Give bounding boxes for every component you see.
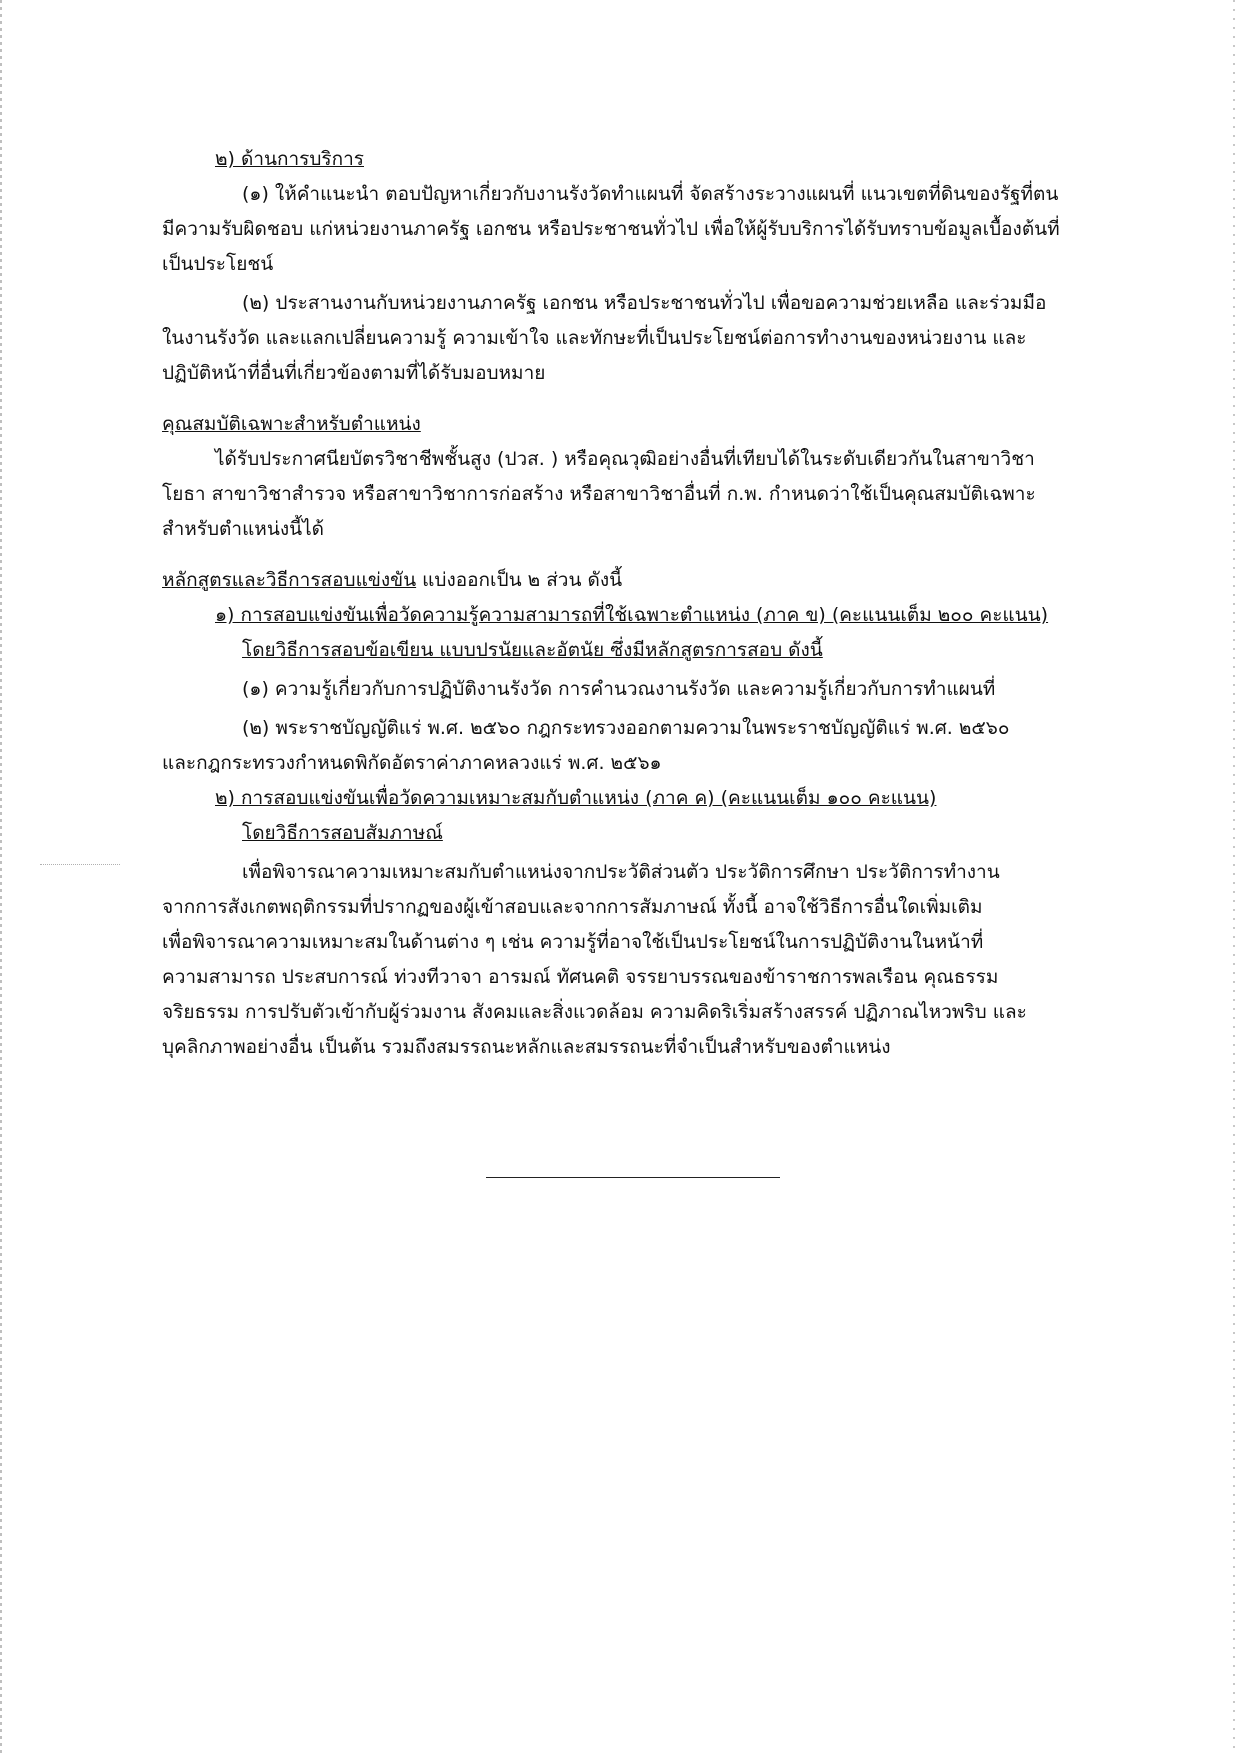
- exam-part2-body-line-6: บุคลิกภาพอย่างอื่น เป็นต้น รวมถึงสมรรถนะหลักและสมรรถนะที่จำเป็นสำหรับของตำแหน่ง: [162, 1036, 891, 1058]
- exam-part2-body-line-4: ความสามารถ ประสบการณ์ ท่วงทีวาจา อารมณ์ ทัศนคติ จรรยาบรรณของข้าราชการพลเรือน คุณธรรม: [162, 966, 999, 988]
- exam-part2-title: ๒) การสอบแข่งขันเพื่อวัดความเหมาะสมกับตำแหน่ง (ภาค ค) (คะแนนเต็ม ๑๐๐ คะแนน): [215, 787, 937, 809]
- service-item-1-line-3: เป็นประโยชน์: [162, 253, 274, 275]
- service-item-2-line-3: ปฏิบัติหน้าที่อื่นที่เกี่ยวข้องตามที่ได้รับมอบหมาย: [162, 362, 546, 384]
- qualifications-line-3: สำหรับตำแหน่งนี้ได้: [162, 518, 324, 540]
- scan-artifact: [40, 864, 120, 865]
- qualifications-line-2: โยธา สาขาวิชาสำรวจ หรือสาขาวิชาการก่อสร้าง หรือสาขาวิชาอื่นที่ ก.พ. กำหนดว่าใช้เป็นคุณสมบัติเฉพาะ: [162, 483, 1036, 505]
- exam-part2-body-line-2: จากการสังเกตพฤติกรรมที่ปรากฏของผู้เข้าสอบและจากการสัมภาษณ์ ทั้งนี้ อาจใช้วิธีการอื่นใดเพิ่มเติม: [162, 896, 983, 918]
- exam-part2-body-line-5: จริยธรรม การปรับตัวเข้ากับผู้ร่วมงาน สังคมและสิ่งแวดล้อม ความคิดริเริ่มสร้างสรรค์ ปฏิภาณไหวพริบ และ: [162, 1001, 1027, 1023]
- qualifications-line-1: ได้รับประกาศนียบัตรวิชาชีพชั้นสูง (ปวส. ) หรือคุณวุฒิอย่างอื่นที่เทียบได้ในระดับเดียวกันในสาขาวิชา: [215, 448, 1035, 470]
- document-body: [162, 142, 1102, 1065]
- service-item-2-line-2: ในงานรังวัด และแลกเปลี่ยนความรู้ ความเข้าใจ และทักษะที่เป็นประโยชน์ต่อการทำงานของหน่วยงาน และ: [162, 327, 1027, 349]
- exam-part1-item-2-line-1: (๒) พระราชบัญญัติแร่ พ.ศ. ๒๕๖๐ กฎกระทรวงออกตามความในพระราชบัญญัติแร่ พ.ศ. ๒๕๖๐: [242, 717, 1010, 739]
- service-item-1-line-1: (๑) ให้คำแนะนำ ตอบปัญหาเกี่ยวกับงานรังวัดทำแผนที่ จัดสร้างระวางแผนที่ แนวเขตที่ดินของรัฐที่ตน: [242, 183, 1059, 205]
- scan-edge-left: [0, 0, 2, 1755]
- exam-part1-item-2-line-2: และกฎกระทรวงกำหนดพิกัดอัตราค่าภาคหลวงแร่ พ.ศ. ๒๕๖๑: [162, 752, 662, 774]
- exam-part1-title: ๑) การสอบแข่งขันเพื่อวัดความรู้ความสามารถที่ใช้เฉพาะตำแหน่ง (ภาค ข) (คะแนนเต็ม ๒๐๐ คะแนน): [215, 604, 1049, 626]
- section-service-heading: ๒) ด้านการบริการ: [215, 148, 364, 170]
- scan-edge-right: [1233, 0, 1235, 1755]
- exam-part1-item-1: (๑) ความรู้เกี่ยวกับการปฏิบัติงานรังวัด การคำนวณงานรังวัด และความรู้เกี่ยวกับการทำแผนที่: [242, 678, 996, 700]
- exam-part2-body-line-3: เพื่อพิจารณาความเหมาะสมในด้านต่าง ๆ เช่น ความรู้ที่อาจใช้เป็นประโยชน์ในการปฏิบัติงานในหน้าที่: [162, 931, 984, 953]
- exam-heading: หลักสูตรและวิธีการสอบแข่งขัน แบ่งออกเป็น ๒ ส่วน ดังนี้: [162, 569, 623, 591]
- end-of-document-rule: [486, 1177, 780, 1178]
- exam-part1-method: โดยวิธีการสอบข้อเขียน แบบปรนัยและอัตนัย ซึ่งมีหลักสูตรการสอบ ดังนี้: [242, 639, 823, 661]
- qualifications-heading: คุณสมบัติเฉพาะสำหรับตำแหน่ง: [162, 413, 421, 435]
- service-item-1-line-2: มีความรับผิดชอบ แก่หน่วยงานภาครัฐ เอกชน หรือประชาชนทั่วไป เพื่อให้ผู้รับบริการได้รับทราบข้อมูลเบื้องต้นที่: [162, 218, 1060, 240]
- exam-part2-method: โดยวิธีการสอบสัมภาษณ์: [242, 822, 443, 844]
- exam-part2-body-line-1: เพื่อพิจารณาความเหมาะสมกับตำแหน่งจากประวัติส่วนตัว ประวัติการศึกษา ประวัติการทำงาน: [242, 861, 1000, 883]
- service-item-2-line-1: (๒) ประสานงานกับหน่วยงานภาครัฐ เอกชน หรือประชาชนทั่วไป เพื่อขอความช่วยเหลือ และร่วมมือ: [242, 292, 1047, 314]
